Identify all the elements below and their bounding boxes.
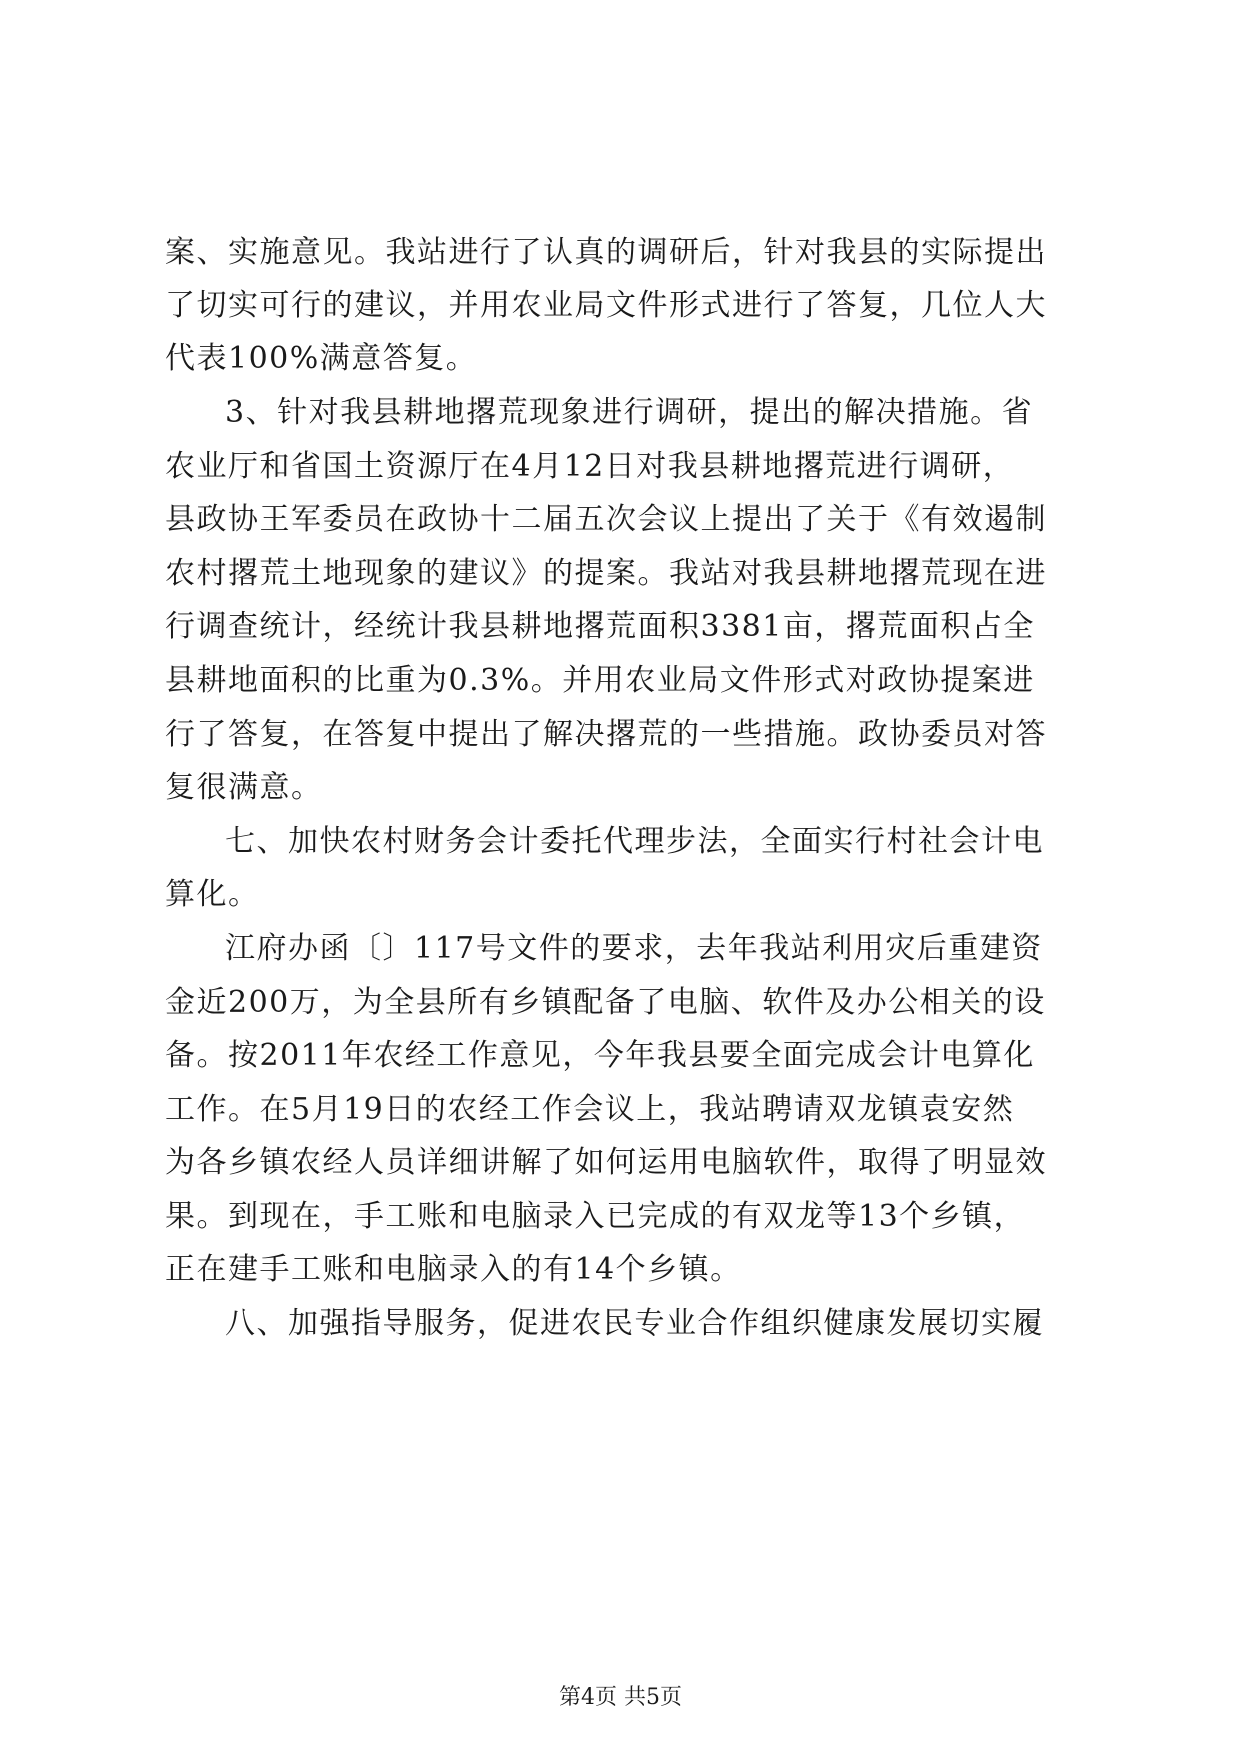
paragraph-start-line: 3、针对我县耕地撂荒现象进行调研，提出的解决措施。省 — [225, 395, 1034, 430]
text-line: 农村撂荒土地现象的建议》的提案。我站对我县耕地撂荒现在进 — [165, 556, 1047, 591]
text-line: 了切实可行的建议，并用农业局文件形式进行了答复，几位人大 — [165, 288, 1047, 323]
text-line: 行调查统计，经统计我县耕地撂荒面积3381亩，撂荒面积占全 — [165, 609, 1035, 644]
text-line: 代表100%满意答复。 — [165, 341, 478, 376]
text-line: 县政协王军委员在政协十二届五次会议上提出了关于《有效遏制 — [165, 502, 1047, 537]
page-footer: 第4页 共5页 — [559, 1685, 682, 1710]
paragraph-start-line: 江府办函〔〕117号文件的要求，去年我站利用灾后重建资 — [225, 931, 1043, 966]
section-heading-line: 七、加快农村财务会计委托代理步法，全面实行村社会计电 — [225, 824, 1044, 859]
text-line: 县耕地面积的比重为0.3%。并用农业局文件形式对政协提案进 — [165, 663, 1035, 698]
text-line: 行了答复，在答复中提出了解决撂荒的一些措施。政协委员对答 — [165, 717, 1047, 752]
text-line: 为各乡镇农经人员详细讲解了如何运用电脑软件，取得了明显效 — [165, 1145, 1047, 1180]
text-line: 复很满意。 — [165, 770, 323, 805]
text-line: 案、实施意见。我站进行了认真的调研后，针对我县的实际提出 — [165, 235, 1047, 270]
text-line: 农业厅和省国土资源厅在4月12日对我县耕地撂荒进行调研， — [165, 449, 1015, 484]
text-line: 金近200万，为全县所有乡镇配备了电脑、软件及办公相关的设 — [165, 985, 1046, 1020]
text-line: 果。到现在，手工账和电脑录入已完成的有双龙等13个乡镇， — [165, 1199, 1026, 1234]
text-line: 备。按2011年农经工作意见，今年我县要全面完成会计电算化 — [165, 1038, 1035, 1073]
text-line: 正在建手工账和电脑录入的有14个乡镇。 — [165, 1252, 742, 1287]
text-line: 算化。 — [165, 877, 260, 912]
section-heading-line: 八、加强指导服务，促进农民专业合作组织健康发展切实履 — [225, 1306, 1044, 1341]
text-line: 工作。在5月19日的农经工作会议上，我站聘请双龙镇袁安然 — [165, 1092, 1015, 1127]
